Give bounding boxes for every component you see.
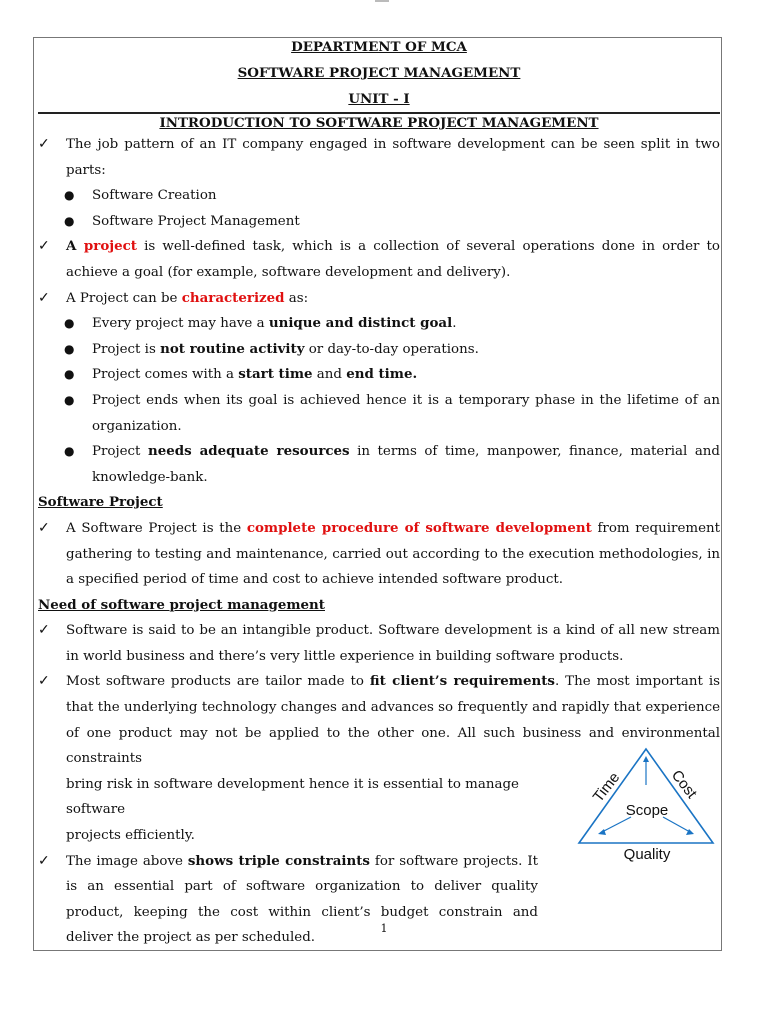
software-project-heading: Software Project (38, 494, 163, 511)
cost-label: Cost (667, 766, 701, 802)
chapter-title: INTRODUCTION TO SOFTWARE PROJECT MANAGEMENT (159, 115, 599, 131)
need-point-1: ✓ Software is said to be an intangible product. Software development is a kind of all new stream in world business and there’s very little experience in building software products. (38, 618, 720, 669)
checkmark-icon: ✓ (38, 622, 50, 639)
unit-title: UNIT - I (348, 91, 410, 107)
checkmark-icon: ✓ (38, 852, 50, 869)
software-project-point: ✓ A Software Project is the complete procedure of software development from requirement gathering to testing and maintenance, carried out according to the execution methodologies, in a specified period of time and cost to achieve intended software product. (38, 516, 720, 593)
page-number: 1 (380, 922, 388, 935)
characteristic-4: ● Project ends when its goal is achieved hence it is a temporary phase in the lifetime of an organization. (38, 388, 720, 439)
bullet-icon: ● (64, 444, 75, 459)
top-mark (375, 0, 389, 2)
characteristic-1: ● Every project may have a unique and distinct goal. (38, 311, 720, 337)
checkmark-icon: ✓ (38, 289, 50, 306)
quality-label: Quality (623, 846, 671, 863)
arrow-left (602, 817, 631, 832)
subject-title: SOFTWARE PROJECT MANAGEMENT (237, 65, 521, 81)
bullet-icon: ● (64, 392, 75, 407)
intro-point-1: ✓ The job pattern of an IT company engaged in software development can be seen split in two parts: (38, 132, 720, 183)
checkmark-icon: ✓ (38, 673, 50, 690)
need-heading: Need of software project management (38, 596, 325, 613)
bullet-icon: ● (64, 341, 75, 356)
arrow-up-head (643, 756, 649, 762)
need-point-3: ✓ The image above shows triple constraints for software projects. It is an essential part of software organization to deliver quality product, keeping the cost within client’s budget constrain and deliver the project as per scheduled. (38, 849, 720, 951)
arrow-right (663, 817, 690, 832)
time-label: Time (589, 769, 624, 806)
scope-label: Scope (625, 802, 669, 819)
department-title: DEPARTMENT OF MCA (291, 39, 467, 55)
project-term: project (83, 238, 137, 255)
bullet-icon: ● (64, 188, 75, 203)
checkmark-icon: ✓ (38, 238, 50, 255)
characteristic-2: ● Project is not routine activity or day-to-day operations. (38, 337, 720, 363)
characterized-term: characterized (181, 289, 285, 306)
intro-point-3: ✓ A Project can be characterized as: (38, 286, 720, 312)
characteristic-3: ● Project comes with a start time and end time. (38, 362, 720, 388)
characteristic-5: ● Project needs adequate resources in terms of time, manpower, finance, material and knowledge-bank. (38, 439, 720, 490)
need-point-2: ✓ Most software products are tailor made to fit client’s requirements. The most important is that the underlying technology changes and advances so frequently and rapidly that experience of one product may not be applied to the other one. All such business and environmental constraints bring risk in software development hence it is essential to manage software projects efficiently. (38, 669, 720, 848)
bullet-icon: ● (64, 367, 75, 382)
checkmark-icon: ✓ (38, 519, 50, 536)
bullet-icon: ● (64, 316, 75, 331)
intro-point-2: ✓ A project is well-defined task, which is a collection of several operations done in order to achieve a goal (for example, software development and delivery). (38, 234, 720, 285)
triple-constraints-diagram (575, 745, 717, 865)
parts-item-1: ● Software Creation (38, 183, 720, 209)
bullet-icon: ● (64, 213, 75, 228)
parts-item-2: ● Software Project Management (38, 209, 720, 235)
checkmark-icon: ✓ (38, 136, 50, 152)
